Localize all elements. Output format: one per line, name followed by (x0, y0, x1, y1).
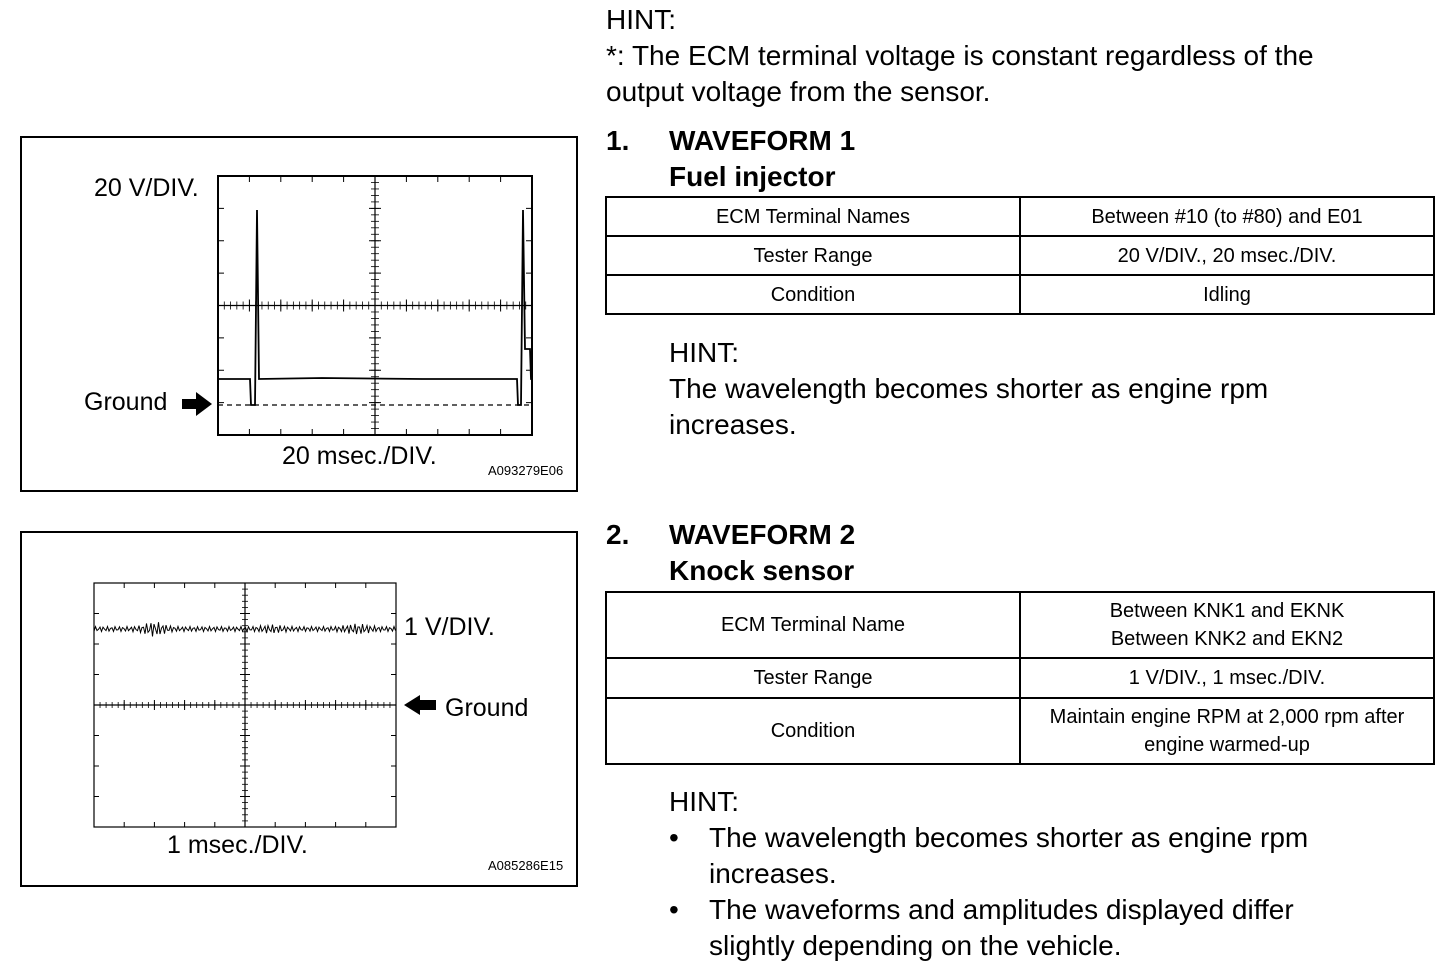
table-row (606, 236, 1434, 275)
table-row (606, 275, 1434, 314)
section2-number: 2. (606, 519, 630, 550)
table-cell-label: ECM Terminal Names (606, 197, 1020, 236)
section1-hint-line: The wavelength becomes shorter as engine rpm (669, 373, 1269, 404)
waveform2-grid-ticks (94, 583, 396, 827)
waveform1-figure-code: A093279E06 (488, 463, 564, 478)
waveform1-ground-arrow (182, 392, 212, 416)
bullet-text-line: slightly depending on the vehicle. (709, 930, 1122, 961)
table-cell-value-line: Between KNK2 and EKN2 (1110, 628, 1344, 650)
waveform2-figure (20, 531, 578, 887)
table-row (606, 658, 1434, 698)
intro-hint-line: *: The ECM terminal voltage is constant regardless of the (606, 40, 1314, 71)
table-cell-value: Between #10 (to #80) and E01 (1020, 197, 1434, 236)
section1-subtitle: Fuel injector (669, 161, 836, 192)
table-cell-label: ECM Terminal Name (606, 592, 1020, 658)
table-cell-value: 20 V/DIV., 20 msec./DIV. (1020, 236, 1434, 275)
table-cell-label: Tester Range (606, 658, 1020, 698)
bullet-text-line: increases. (709, 858, 837, 889)
waveform1-figure (20, 136, 578, 492)
table-cell-label: Condition (606, 275, 1020, 314)
waveform2-figure-code: A085286E15 (488, 858, 564, 873)
section2-hint-label: HINT: (669, 786, 739, 817)
waveform2-ground-label: Ground (445, 694, 529, 722)
intro-hint-line: output voltage from the sensor. (606, 76, 991, 107)
table-cell-value (1020, 698, 1434, 764)
table-cell-value-line: Between KNK1 and EKNK (1109, 600, 1345, 622)
table-cell-value (1020, 592, 1434, 658)
waveform2-ground-arrow (404, 695, 436, 715)
section1-hint-line: increases. (669, 409, 797, 440)
section2-title: WAVEFORM 2 (669, 519, 856, 550)
section2-subtitle: Knock sensor (669, 555, 855, 586)
section2-hint-bullet (669, 820, 1389, 892)
waveform1-ground-label: Ground (84, 388, 168, 416)
bullet-text-line: The waveforms and amplitudes displayed differ (709, 894, 1294, 925)
table-row (606, 592, 1434, 658)
table-row (606, 197, 1434, 236)
section1-title: WAVEFORM 1 (669, 125, 856, 156)
table-row (606, 698, 1434, 764)
table-cell-value: 1 V/DIV., 1 msec./DIV. (1020, 658, 1434, 698)
table-cell-value: Idling (1020, 275, 1434, 314)
section1-hint-label: HINT: (669, 337, 739, 368)
section1-number: 1. (606, 125, 630, 156)
waveform1-grid-ticks (218, 176, 532, 435)
bullet-icon: • (669, 822, 679, 853)
bullet-icon: • (669, 894, 679, 925)
waveform2-time-div-label: 1 msec./DIV. (167, 831, 308, 859)
waveform1-volt-div-label: 20 V/DIV. (94, 174, 199, 202)
waveform1-time-div-label: 20 msec./DIV. (282, 442, 437, 470)
table-cell-label: Tester Range (606, 236, 1020, 275)
section2-spec-table (605, 591, 1435, 765)
bullet-text-line: The wavelength becomes shorter as engine rpm (709, 822, 1309, 853)
table-cell-label: Condition (606, 698, 1020, 764)
intro-hint-label: HINT: (606, 4, 676, 35)
section1-spec-table (605, 196, 1435, 315)
table-cell-value-line: Maintain engine RPM at 2,000 rpm after (1049, 706, 1405, 728)
section2-hint-bullet (669, 892, 1389, 964)
table-cell-value-line: engine warmed-up (1144, 734, 1310, 756)
waveform2-volt-div-label: 1 V/DIV. (404, 613, 495, 641)
